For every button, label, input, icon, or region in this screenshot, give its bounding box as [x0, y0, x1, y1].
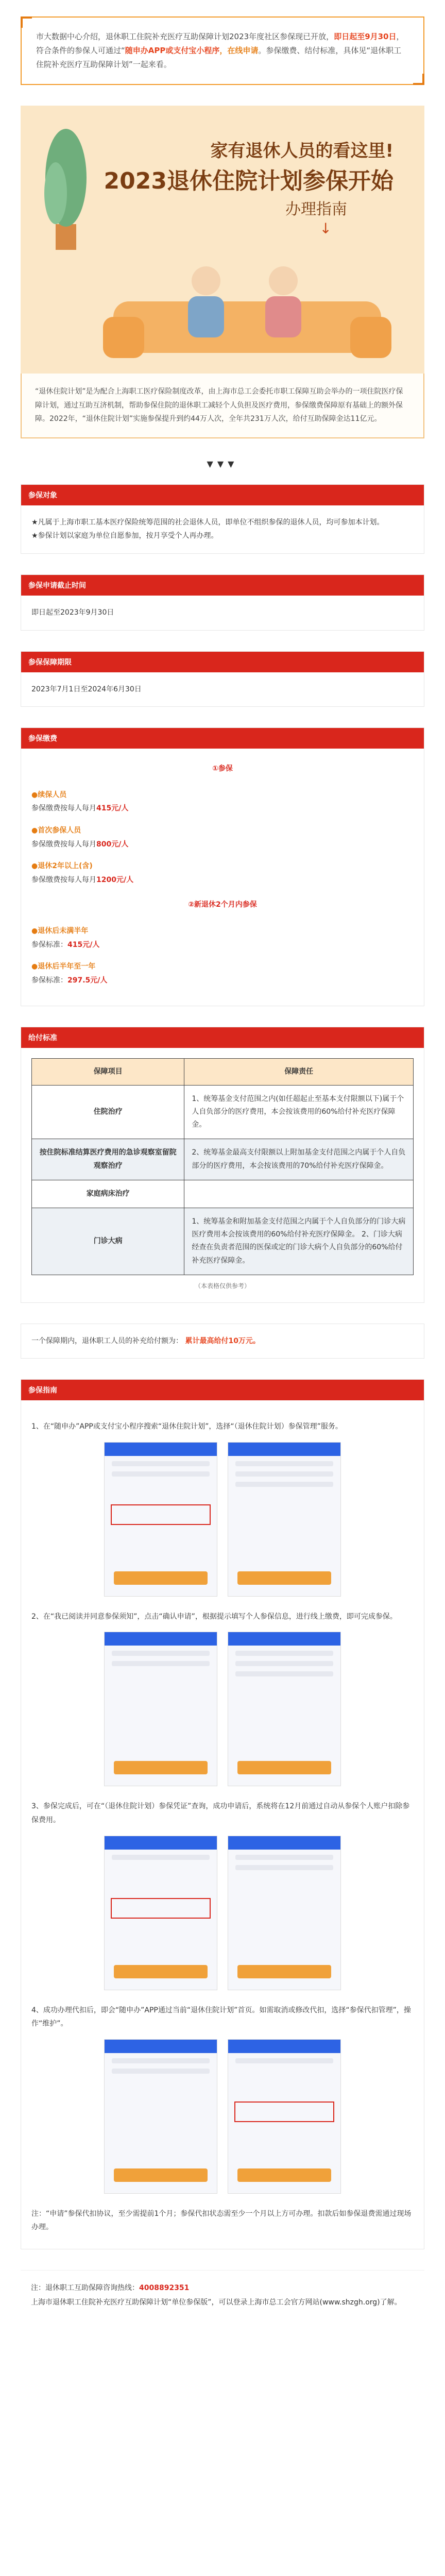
contact-line-2: 上海市退休职工住院补充医疗互助保障计划“单位参保版”，可以登录上海市总工会官方网站(www.shzgh.org)了解。 [31, 2298, 402, 2307]
table-header-responsibility: 保障责任 [184, 1059, 414, 1086]
note-highlight: 累计最高给付10万元。 [185, 1336, 260, 1345]
fee-group-label: ●退休2年以上(含) [31, 862, 93, 871]
app-screenshot [104, 2039, 217, 2194]
fee-group-list-2 [31, 924, 414, 987]
intro-text-2: ，符合条件的参保人可通过“ [36, 32, 404, 55]
banner-title-3: 办理指南 [285, 200, 347, 218]
guide-step-4: 4、成功办理代扣后，即会“随申办”APP通过当前“退休住院计划”首页。如需取消或修改代扣，选择“参保代扣管理”，操作“维护”。 [31, 2006, 411, 2028]
table-row [32, 1180, 414, 1208]
plan-description: “退休住院计划”是为配合上海职工医疗保险制度改革，由上海市总工会委托市职工保障互助会举办的一项住院医疗保障计划，通过互助互济机制，帮助参保住院的退休职工减轻个人负担及医疗费用，参保缴费保障原有基础上的额外保障。2022年，“退休住院计划”实施参保提升到约44万人次，全年共231万人次，给付互助保障金达11亿元。 [21, 374, 424, 438]
table-footnote: （本表格仅供参考） [194, 1282, 250, 1290]
section-who [21, 484, 424, 554]
fee-group-price: 参保缴费按每人每月1200元/人 [31, 875, 134, 884]
screenshots-step-3 [31, 1836, 414, 1990]
table-cell-item: 家庭病床治疗 [32, 1180, 184, 1208]
section-separator: ▼▼▼ [207, 459, 238, 469]
fee-group-price: 参保标准：415元/人 [31, 940, 100, 949]
who-line-2: ★参保计划以家庭为单位自愿参加，按月享受个人再办理。 [31, 532, 218, 540]
table-cell-responsibility [184, 1180, 414, 1208]
guide-note: 注：“申请”参保代扣协议，至少需提前1个月；参保代扣状态需至少一个月以上方可办理。扣款后如参保退费需通过现场办理。 [31, 2209, 412, 2232]
fee-group [31, 859, 414, 887]
plant-illustration [35, 121, 97, 255]
app-screenshot [228, 1836, 341, 1990]
note-pre: 一个保障期内，退休职工人员的补充给付额为： [31, 1336, 183, 1345]
app-screenshot [228, 2039, 341, 2194]
fee-subtitle-2: ②新退休2个月内参保 [188, 901, 257, 909]
section-title-benefit: 给付标准 [21, 1027, 424, 1048]
banner-title-2: 2023退休住院计划参保开始 [104, 168, 393, 194]
fee-group [31, 824, 414, 851]
fee-group-price: 参保标准：297.5元/人 [31, 976, 108, 985]
fee-group-label: ●首次参保人员 [31, 826, 81, 835]
contact-phone[interactable]: 4008892351 [139, 2283, 190, 2292]
fee-group-price: 参保缴费按每人每月415元/人 [31, 804, 129, 813]
fee-group-label: ●退休后未满半年 [31, 926, 89, 935]
fee-group-list-1 [31, 788, 414, 887]
guide-step-2: 2、在“我已阅读并同意参保须知”，点击“确认申请”，根据提示填写个人参保信息，进行线上缴费，即可完成参保。 [31, 1612, 397, 1621]
app-screenshot [228, 1442, 341, 1597]
intro-box [21, 16, 424, 85]
intro-highlight-app: 随申办APP或支付宝小程序 [125, 46, 220, 55]
section-title-who: 参保对象 [21, 485, 424, 505]
deadline-text: 即日起至2023年9月30日 [31, 608, 114, 617]
fee-amount: 1200元/人 [96, 875, 134, 884]
contact-info [21, 2270, 424, 2320]
table-row [32, 1139, 414, 1180]
banner-title-1: 家有退休人员的看这里! [210, 141, 393, 161]
fee-group-price: 参保缴费按每人每月800元/人 [31, 840, 129, 849]
screenshots-step-4 [31, 2039, 414, 2194]
section-guide [21, 1379, 424, 2249]
table-cell-item: 按住院标准结算医疗费用的急诊观察室留院观察治疗 [32, 1139, 184, 1180]
screenshots-step-1 [31, 1442, 414, 1597]
section-title-fee: 参保缴费 [21, 728, 424, 749]
table-cell-responsibility: 1、统筹基金和附加基金支付范围之内属于个人自负部分的门诊大病医疗费用本会按该费用的60%给付补充医疗保障金。 2、门诊大病经查在负责者范围的医保或定的门诊大病个人自负部分的60%给付补充医疗保障金。 [184, 1208, 414, 1275]
fee-amount: 415元/人 [96, 804, 129, 813]
app-screenshot [228, 1632, 341, 1786]
table-row [32, 1085, 414, 1139]
fee-amount: 800元/人 [96, 840, 129, 849]
section-note [21, 1324, 424, 1359]
table-header-item: 保障项目 [32, 1059, 184, 1086]
period-text: 2023年7月1日至2024年6月30日 [31, 685, 142, 693]
section-fee [21, 727, 424, 1006]
app-screenshot [104, 1836, 217, 1990]
hero-banner [21, 106, 424, 374]
fee-group [31, 960, 414, 987]
intro-highlight-deadline: 即日起至9月30日 [334, 32, 397, 41]
contact-pre: 注：退休职工互助保障咨询热线： [31, 2283, 139, 2292]
benefit-table [31, 1058, 414, 1275]
section-period [21, 651, 424, 707]
fee-subtitle-1: ①参保 [212, 765, 233, 773]
intro-text-4: 。参保缴费、结付标准，具体见“退休职工住院补充医疗互助保障计划”一起来看。 [36, 46, 402, 69]
section-title-guide: 参保指南 [21, 1380, 424, 1400]
banner-arrow-icon: ↓ [319, 220, 332, 237]
table-cell-item: 住院治疗 [32, 1085, 184, 1139]
table-cell-responsibility: 2、统筹基金最高支付限额以上附加基金支付范围之内属于个人自负部分的医疗费用，本会按该费用的70%给付补充医疗保障金。 [184, 1139, 414, 1180]
page [0, 16, 445, 2341]
fee-amount: 297.5元/人 [67, 976, 108, 985]
fee-group-label: ●退休后半年至一年 [31, 962, 96, 971]
table-row [32, 1208, 414, 1275]
screenshots-step-2 [31, 1632, 414, 1786]
app-screenshot [104, 1632, 217, 1786]
table-cell-responsibility: 1、统筹基金支付范围之内(如任超起止至基本支付限额以下)属于个人自负部分的医疗费用，本会按该费用的60%给付补充医疗保障金。 [184, 1085, 414, 1139]
section-benefit [21, 1027, 424, 1302]
elderly-couple-illustration [82, 260, 412, 363]
fee-group [31, 788, 414, 816]
section-title-period: 参保保障期限 [21, 652, 424, 672]
fee-group-label: ●续保人员 [31, 790, 67, 799]
who-line-1: ★凡属于上海市职工基本医疗保险统筹范围的社会退休人员，即单位不组织参保的退休人员，均可参加本计划。 [31, 518, 384, 527]
app-screenshot [104, 1442, 217, 1597]
intro-online-apply: ，在线申请 [219, 46, 259, 55]
guide-step-3: 3、参保完成后，可在“（退休住院计划）参保凭证”查询，成功申请后，系统将在12月前通过自动从参保个人账户扣除参保费用。 [31, 1802, 410, 1824]
fee-group [31, 924, 414, 952]
section-deadline [21, 574, 424, 631]
table-cell-item: 门诊大病 [32, 1208, 184, 1275]
intro-text-1: 市大数据中心介绍，退休职工住院补充医疗互助保障计划2023年度社区参保现已开放， [36, 32, 334, 41]
guide-step-1: 1、在“随申办”APP或支付宝小程序搜索“退休住院计划”，选择“（退休住院计划）参保管理”服务。 [31, 1422, 343, 1431]
section-title-deadline: 参保申请截止时间 [21, 575, 424, 596]
fee-amount: 415元/人 [67, 940, 100, 949]
